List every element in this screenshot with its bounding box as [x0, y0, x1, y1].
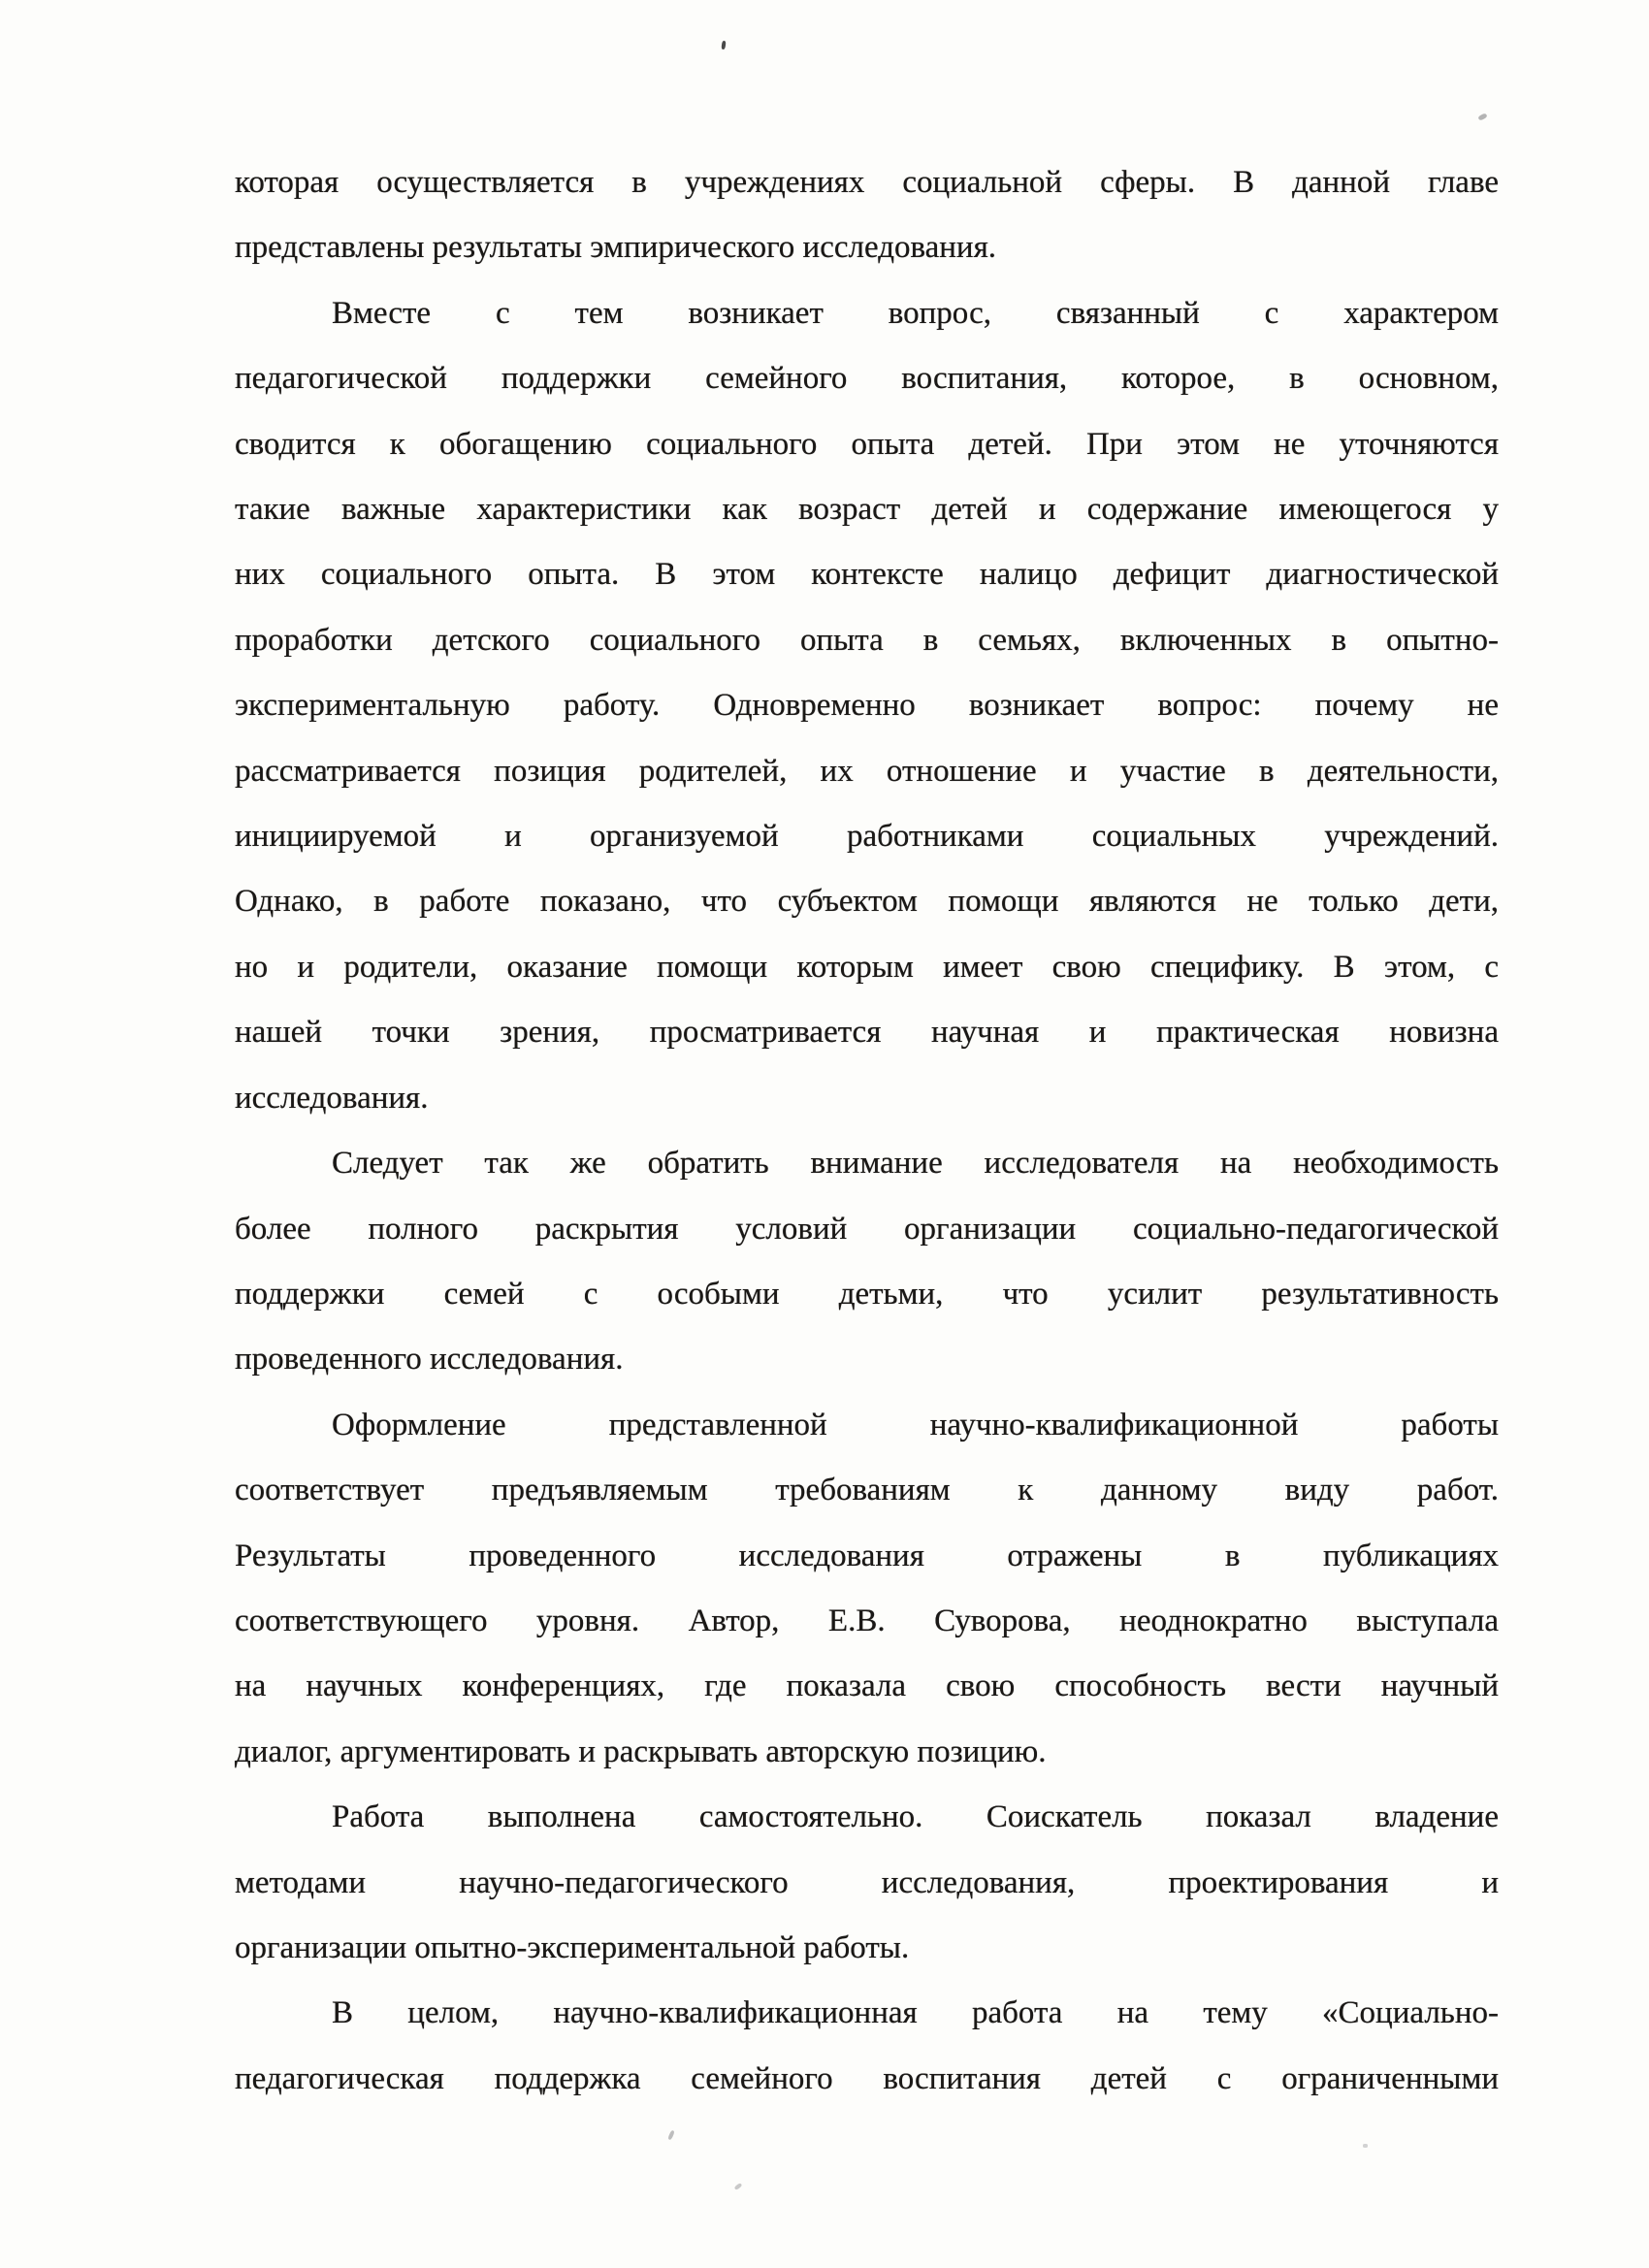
text-line: более полного раскрытия условий организации социально-педагогической — [235, 1211, 1499, 1247]
text-line: педагогическая поддержка семейного воспитания детей с ограниченными — [235, 2060, 1499, 2096]
text-line: Следует так же обратить внимание исследователя на необходимость — [332, 1146, 1499, 1182]
text-line: соответствующего уровня. Автор, Е.В. Суворова, неоднократно выступала — [235, 1603, 1499, 1638]
text-line: организации опытно-экспериментальной работы. — [235, 1929, 910, 1965]
scan-artifact — [1363, 2144, 1368, 2148]
scan-artifact — [1477, 113, 1487, 121]
text-line: проведенного исследования. — [235, 1342, 624, 1377]
text-line: педагогической поддержки семейного воспитания, которое, в основном, — [235, 361, 1499, 397]
text-line: но и родители, оказание помощи которым имеет свою специфику. В этом, с — [235, 949, 1499, 985]
text-line: Однако, в работе показано, что субъектом помощи являются не только дети, — [235, 884, 1499, 920]
text-line: рассматривается позиция родителей, их отношение и участие в деятельности, — [235, 753, 1499, 789]
text-line: диалог, аргументировать и раскрывать авторскую позицию. — [235, 1733, 1047, 1769]
text-line: экспериментальную работу. Одновременно возникает вопрос: почему не — [235, 688, 1499, 724]
text-line: Результаты проведенного исследования отражены в публикациях — [235, 1538, 1499, 1573]
text-line: соответствует предъявляемым требованиям к данному виду работ. — [235, 1473, 1499, 1508]
text-line: сводится к обогащению социального опыта детей. При этом не уточняются — [235, 426, 1499, 462]
text-line: инициируемой и организуемой работниками социальных учреждений. — [235, 819, 1499, 855]
text-line: исследования. — [235, 1080, 429, 1116]
scan-artifact — [667, 2130, 675, 2141]
text-line: представлены результаты эмпирического исследования. — [235, 230, 997, 266]
scan-artifact — [734, 2183, 743, 2190]
text-line: на научных конференциях, где показала свою способность вести научный — [235, 1669, 1499, 1704]
text-line: Вместе с тем возникает вопрос, связанный с характером — [332, 295, 1499, 331]
text-line: поддержки семей с особыми детьми, что усилит результативность — [235, 1276, 1499, 1312]
document-text — [235, 150, 1499, 2112]
text-line: методами научно-педагогического исследования, проектирования и — [235, 1864, 1499, 1900]
text-line: проработки детского социального опыта в семьях, включенных в опытно- — [235, 622, 1499, 658]
text-line: нашей точки зрения, просматривается научная и практическая новизна — [235, 1015, 1499, 1051]
text-line: Оформление представленной научно-квалификационной работы — [332, 1407, 1499, 1442]
text-line: В целом, научно-квалификационная работа на тему «Социально- — [332, 1995, 1499, 2031]
scan-artifact — [721, 41, 726, 49]
text-line: Работа выполнена самостоятельно. Соискатель показал владение — [332, 1799, 1499, 1835]
text-line: которая осуществляется в учреждениях социальной сферы. В данной главе — [235, 165, 1499, 200]
text-line: них социального опыта. В этом контексте налицо дефицит диагностической — [235, 557, 1499, 593]
text-line: такие важные характеристики как возраст детей и содержание имеющегося у — [235, 492, 1499, 528]
